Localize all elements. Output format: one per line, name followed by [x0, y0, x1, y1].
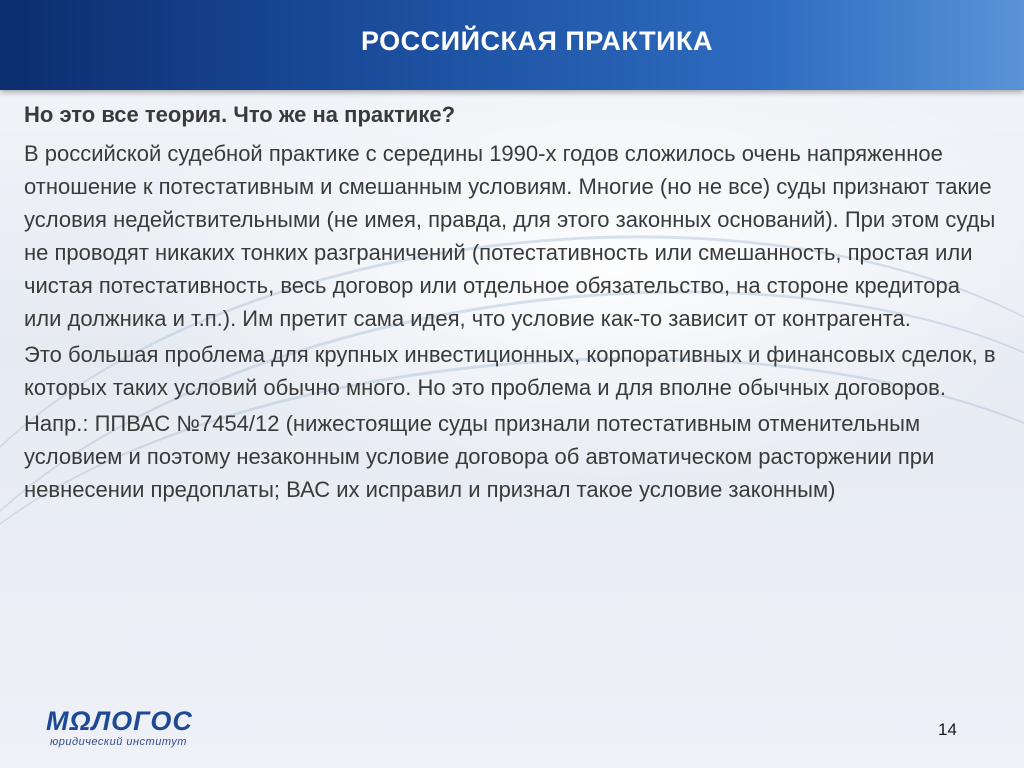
slide-body [24, 98, 999, 509]
body-paragraph-2: Это большая проблема для крупных инвестиционных, корпоративных и финансовых сделок, в которых таких условий обычно много. Но это проблема и для вполне обычных договоров. [24, 342, 996, 400]
body-paragraph-1: В российской судебной практике с середины 1990-х годов сложилось очень напряженное отношение к потестативным и смешанным условиям. Многие (но не все) суды признают такие условия недействительными (не имея, правда, для этого законных оснований). При этом суды не проводят никаких тонких разграничений (потестативность или смешанность, простая или чистая потестативность, весь договор или отдельное обязательство, на стороне кредитора или должника и т.п.). Им претит сама идея, что условие как-то зависит от контрагента. [24, 141, 996, 331]
slide-title: РОССИЙСКАЯ ПРАКТИКА [361, 26, 713, 56]
page-number: 14 [938, 720, 957, 739]
slide-header [0, 0, 1024, 90]
body-heading: Но это все теория. Что же на практике? [24, 102, 456, 127]
logo-wordmark: МΩЛОГОС [46, 706, 193, 736]
logo-subtitle: юридический институт [50, 736, 187, 748]
body-paragraph-3: Напр.: ППВАС №7454/12 (нижестоящие суды признали потестативным отменительным условием и поэтому незаконным условие договора об автоматическом расторжении при невнесении предоплаты; ВАС их исправил и признал такое условие законным) [24, 411, 935, 502]
institute-logo [46, 706, 226, 750]
